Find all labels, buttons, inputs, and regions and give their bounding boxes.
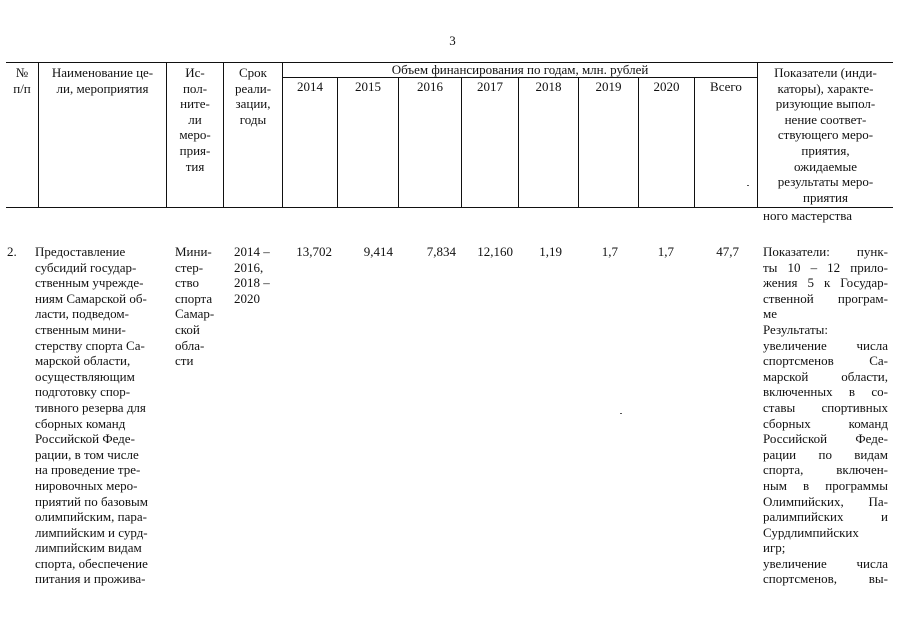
indicator-line: Сурдлимпийских (763, 524, 859, 540)
col-divider (638, 77, 639, 208)
header-term: Срок реали- зации, годы (234, 65, 272, 127)
indicator-line: ственной програм- (763, 290, 888, 306)
row-executor: Мини- стер- ство спорта Самар- ской обла- сти (175, 244, 215, 369)
header-year-total: Всего (710, 79, 742, 94)
value-2017: 12,160 (477, 244, 513, 259)
header-year: 2014 (297, 79, 323, 94)
header-year: 2020 (653, 79, 680, 94)
indicator-line: увеличение числа (763, 337, 888, 353)
indicator-line: спорта, включен- (763, 462, 888, 478)
row-number: 2. (7, 244, 17, 259)
col-divider (518, 77, 519, 208)
header-year: 2017 (477, 79, 503, 94)
header-year: 2018 (535, 79, 562, 94)
header-year: 2016 (417, 79, 443, 94)
value-2015: 9,414 (363, 244, 393, 259)
indicator-line: включенных в со- (763, 384, 888, 400)
indicator-line: марской области, (763, 368, 888, 384)
col-divider (398, 77, 399, 208)
carryover-text: ного мастерства (763, 208, 853, 223)
indicator-line: ралимпийских и (763, 509, 888, 525)
scan-speck (620, 413, 622, 414)
indicator-line: Олимпийских, Па- (763, 493, 888, 509)
header-indicators: Показатели (инди- каторы), характе- ризующие выпол- нение соответ- ствующего меро- приятия, ожидаемые результаты меро- приятия (774, 65, 877, 205)
col-divider (578, 77, 579, 208)
scan-speck (747, 185, 749, 186)
indicator-line: ным в программы (763, 477, 888, 493)
indicator-line: Результаты: (763, 321, 828, 337)
indicator-line: ме (763, 306, 777, 322)
value-2016: 7,834 (426, 244, 456, 259)
value-2018: 1,19 (539, 244, 562, 259)
indicator-line: ты 10 – 12 прило- (763, 259, 888, 275)
indicator-line: Показатели: пунк- (763, 244, 888, 259)
indicator-line: сборных команд (763, 415, 888, 431)
col-divider (461, 77, 462, 208)
indicator-line: жения 5 к Государ- (763, 275, 888, 291)
indicator-line: игр; (763, 540, 786, 556)
page-number: 3 (449, 33, 456, 48)
header-num: № п/п (13, 65, 31, 96)
indicator-line: спортсменов Са- (763, 353, 888, 369)
indicator-line: Российской Феде- (763, 431, 888, 447)
header-funding-title: Объем финансирования по годам, млн. рублей (391, 62, 649, 77)
col-divider (694, 77, 695, 208)
row-term: 2014 – 2016, 2018 – 2020 (234, 244, 270, 306)
header-name: Наименование це- ли, мероприятия (51, 65, 154, 96)
value-2019: 1,7 (601, 244, 618, 259)
indicator-line: рации по видам (763, 446, 888, 462)
indicator-line: ставы спортивных (763, 399, 888, 415)
value-2020: 1,7 (657, 244, 674, 259)
col-divider (337, 77, 338, 208)
header-year: 2015 (355, 79, 381, 94)
header-executors: Ис- пол- ните- ли меро- прия- тия (179, 65, 211, 174)
row-name: Предоставление субсидий государ- ственным учрежде- ниям Самарской об- ласти, подведом- ственным мини- стерству спорта Са- марской области, осуществляющим подготовку спор- тивного резерва для сборных команд Российской Феде- рации, в том числе на проведение тре- нировочных меро- приятий по базовым олимпийским, пара- лимпийским и сурд- лимпийским видам спорта, обеспечение питания и прожива- (35, 244, 148, 587)
indicator-line: спортсменов, вы- (763, 571, 888, 587)
value-total: 47,7 (716, 244, 739, 259)
header-year: 2019 (595, 79, 622, 94)
value-2014: 13,702 (296, 244, 332, 259)
indicator-line: увеличение числа (763, 555, 888, 571)
row-indicators (763, 244, 888, 587)
table-header-bottom-border (6, 207, 893, 208)
